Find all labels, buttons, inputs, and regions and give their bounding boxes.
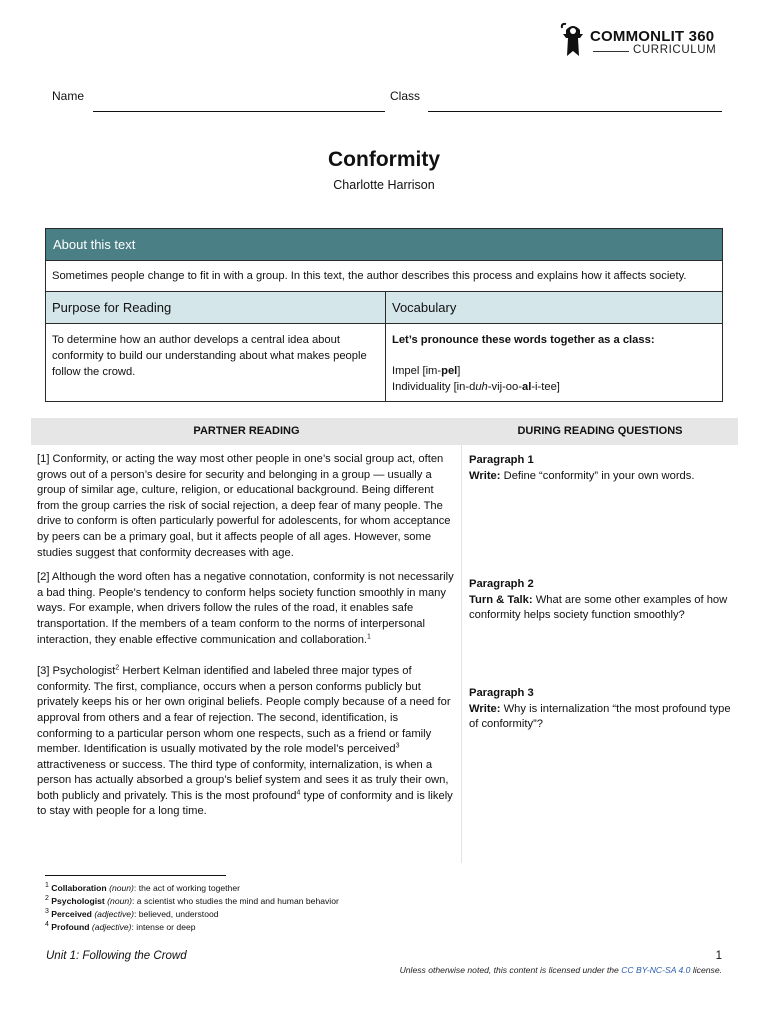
vocab-intro: Let’s pronounce these words together as a class: — [392, 334, 655, 346]
vocab-body — [386, 324, 722, 401]
questions-column — [462, 445, 738, 863]
passage-text — [31, 445, 462, 863]
footnotes — [45, 882, 339, 934]
author-name: Charlotte Harrison — [333, 178, 435, 192]
class-field[interactable] — [428, 111, 722, 112]
vocab-item-individuality: Individuality [in-duh-vij-oo-al-i-tee] — [392, 381, 560, 393]
vocab-column — [386, 292, 722, 401]
questions-heading: DURING READING QUESTIONS — [517, 425, 683, 437]
footnote-ref: 1 — [367, 632, 371, 640]
license-notice: Unless otherwise noted, this content is licensed under the CC BY-NC-SA 4.0 license. — [399, 965, 722, 975]
footnote-1: $^1$ Collaboration (noun): the act of working together — [45, 882, 240, 893]
name-label: Name — [52, 89, 85, 103]
purpose-heading: Purpose for Reading — [46, 292, 385, 324]
partner-reading-heading: PARTNER READING — [193, 425, 300, 437]
reading-section — [31, 418, 738, 863]
footnote-4: $^4$ Profound (adjective): intense or deep — [45, 921, 196, 932]
reading-header — [31, 418, 738, 445]
purpose-text: To determine how an author develops a central idea about conformity to build our understanding about what makes people follow the crowd. — [52, 334, 367, 378]
logo-divider — [593, 51, 629, 52]
paragraph-2: [2] Although the word often has a negative connotation, conformity is not necessarily a bad thing. People’s tendency to conform helps society function smoothly in many ways. For example, when drivers follow the rules of the road, it enables safe transportation. If the members of a team conform to the norms of interpersonal interaction, they enable effective communication and collaboration.$^1$ — [37, 571, 454, 646]
license-link[interactable]: CC BY-NC-SA 4.0 — [621, 965, 691, 975]
question-paragraph-1: Paragraph 1 Write: Define “conformity” in your own words. — [469, 454, 695, 482]
footnote-ref: 2 — [115, 664, 120, 672]
commonlit-logo — [560, 22, 722, 62]
footnote-divider — [45, 875, 226, 876]
logo-brand: COMMONLIT 360 — [590, 28, 715, 45]
about-table — [45, 228, 723, 402]
paragraph-1: [1] Conformity, or acting the way most other people in one’s social group act, often grows out of a person’s desire for security and belonging in a group — usually a group of similar age, culture, religion, or educational background. Being different from the group carries the risk of social rejection, a deep fear of many people. The drive to conform is often particularly powerful for adolescents, for whom acceptance by peers can be a primary goal, but it affects people of all ages. However, some studies suggest that conformity decreases with age. — [37, 453, 451, 559]
footnote-ref: 3 — [395, 742, 400, 750]
about-heading: About this text — [46, 229, 722, 261]
logo-subtitle: CURRICULUM — [633, 44, 717, 56]
footnote-3: $^3$ Perceived (adjective): believed, understood — [45, 908, 219, 919]
name-class-row — [52, 89, 722, 115]
question-paragraph-3: Paragraph 3 Write: Why is internalization “the most profound type of conformity”? — [469, 687, 731, 731]
vocab-item-impel: Impel [im-pel] — [392, 365, 461, 377]
page-number: 1 — [715, 950, 722, 962]
about-text: Sometimes people change to fit in with a group. In this text, the author describes this process and explains how it affects society. — [46, 261, 722, 292]
footnote-ref: 4 — [296, 789, 301, 797]
class-label: Class — [390, 89, 421, 103]
paragraph-3: [3] Psychologist$^2$ Herbert Kelman identified and labeled three major types of conformity. The first, compliance, occurs when a person conforms publicly but privately keeps his or her own original beliefs. People comply because of a need for approval from others and a fear of rejection. The second, identification, is conforming to a particular person whom one respects, such as a friend or family member. Identification is usually motivated by the role model’s perceived$^3$ attractiveness or success. The third type of conformity, internalization, is when a person has actually absorbed a group’s belief system and sees it as truly their own, both publicly and privately. This is the most profound$^4$ type of conformity and is likely to stay with people for a long time. — [37, 664, 453, 818]
vocab-heading: Vocabulary — [386, 292, 722, 324]
reading-body — [31, 445, 738, 863]
page-title: Conformity — [328, 148, 440, 171]
purpose-column — [46, 292, 386, 401]
footnote-2: $^2$ Psychologist (noun): a scientist who studies the mind and human behavior — [45, 895, 339, 906]
unit-title: Unit 1: Following the Crowd — [46, 950, 187, 962]
name-field[interactable] — [93, 111, 385, 112]
lighthouse-logo-icon — [560, 22, 586, 60]
purpose-vocab-row — [46, 292, 722, 401]
question-paragraph-2: Paragraph 2 Turn & Talk: What are some other examples of how conformity helps society function smoothly? — [469, 578, 728, 622]
